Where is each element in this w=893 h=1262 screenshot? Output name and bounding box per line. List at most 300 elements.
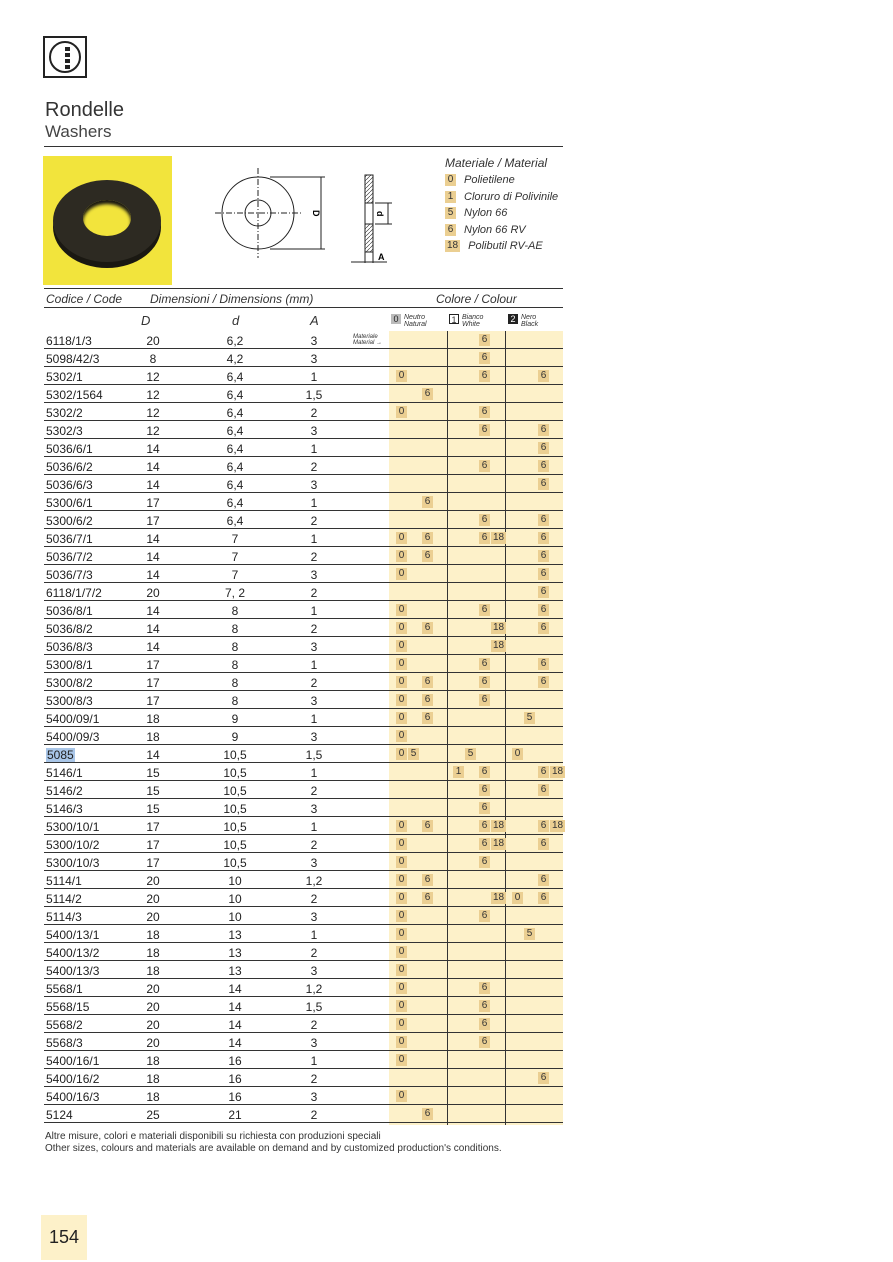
thickness: 1,5: [305, 748, 323, 762]
label-A: A: [378, 252, 385, 262]
product-code: 5400/16/3: [46, 1090, 100, 1104]
table-row: [44, 385, 563, 403]
thickness: 3: [310, 694, 318, 708]
material-chip: 6: [479, 1036, 490, 1048]
material-chip: 0: [396, 622, 407, 634]
product-code: 5568/2: [46, 1018, 83, 1032]
material-chip: 6: [479, 1000, 490, 1012]
product-code: 5300/8/3: [46, 694, 93, 708]
material-chip: 0: [396, 730, 407, 742]
product-code: 5300/6/1: [46, 496, 93, 510]
thickness: 3: [310, 964, 318, 978]
thickness: 1,2: [305, 874, 323, 888]
material-chip: 6: [538, 820, 549, 832]
material-chip: 6: [538, 838, 549, 850]
material-chip: 6: [538, 766, 549, 778]
outer-diameter: 20: [146, 334, 160, 348]
outer-diameter: 14: [146, 550, 160, 564]
material-chip: 5: [524, 712, 535, 724]
outer-diameter: 17: [146, 676, 160, 690]
material-label: Nylon 66: [464, 207, 508, 220]
inner-diameter: 14: [228, 1036, 242, 1050]
material-chip: 18: [493, 820, 505, 831]
outer-diameter: 20: [146, 910, 160, 924]
product-code: 5300/10/3: [46, 856, 100, 870]
technical-drawing: [210, 168, 410, 268]
table-row: [44, 925, 563, 943]
inner-diameter: 14: [228, 1018, 242, 1032]
material-code-chip: 6: [445, 224, 456, 236]
material-chip: 6: [422, 820, 433, 832]
table-row: [44, 835, 563, 853]
material-chip: 6: [538, 604, 549, 616]
material-chip: 18: [493, 838, 505, 849]
inner-diameter: 13: [228, 964, 242, 978]
table-row: [44, 745, 563, 763]
material-label: Polietilene: [464, 174, 515, 187]
thickness: 3: [310, 910, 318, 924]
outer-diameter: 17: [146, 514, 160, 528]
product-code: 5036/6/2: [46, 460, 93, 474]
material-chip: 6: [538, 892, 549, 904]
material-chip: 6: [479, 676, 490, 688]
product-code: 5036/6/3: [46, 478, 93, 492]
product-code: 5400/16/1: [46, 1054, 100, 1068]
product-code: 5036/8/1: [46, 604, 93, 618]
product-code: 5300/8/2: [46, 676, 93, 690]
material-chip: 6: [422, 532, 433, 544]
inner-diameter: 10,5: [223, 802, 247, 816]
thickness: 2: [310, 676, 318, 690]
inner-diameter: 10,5: [223, 748, 247, 762]
material-chip: 0: [396, 982, 407, 994]
material-chip: 6: [479, 802, 490, 814]
table-row: [44, 1051, 563, 1069]
material-chip: 1: [453, 766, 464, 778]
table-row: [44, 349, 563, 367]
material-chip: 6: [422, 712, 433, 724]
product-code: 5114/1: [46, 874, 82, 888]
product-code: 5400/13/2: [46, 946, 100, 960]
material-chip: 6: [479, 460, 490, 472]
table-row: [44, 871, 563, 889]
thickness: 3: [310, 334, 318, 348]
inner-diameter: 6,2: [226, 334, 244, 348]
table-row: [44, 889, 563, 907]
product-code: 5114/3: [46, 910, 82, 924]
thickness: 2: [310, 838, 318, 852]
table-row: [44, 961, 563, 979]
colour-swatch: 0: [391, 314, 401, 324]
material-label: Cloruro di Polivinile: [464, 190, 559, 203]
inner-diameter: 8: [231, 694, 239, 708]
material-chip: 6: [422, 496, 433, 508]
outer-diameter: 25: [146, 1108, 160, 1122]
outer-diameter: 20: [146, 586, 160, 600]
outer-diameter: 14: [146, 460, 160, 474]
material-chip: 6: [538, 568, 549, 580]
material-chip: 5: [465, 748, 476, 760]
label-d: d: [375, 211, 385, 217]
outer-diameter: 17: [146, 658, 160, 672]
inner-diameter: 8: [231, 604, 239, 618]
table-row: [44, 691, 563, 709]
legend-item: [445, 172, 558, 189]
inner-diameter: 8: [231, 676, 239, 690]
product-code: 5124: [46, 1108, 73, 1122]
inner-diameter: 16: [228, 1090, 242, 1104]
thickness: 2: [310, 622, 318, 636]
header-D: D: [141, 313, 151, 328]
inner-diameter: 9: [231, 712, 239, 726]
material-note: Materiale Material →: [353, 334, 383, 346]
material-chip: 0: [396, 1054, 407, 1066]
header-colour: Colore / Colour: [436, 292, 517, 306]
product-code: 5300/10/1: [46, 820, 100, 834]
table-row: [44, 853, 563, 871]
outer-diameter: 18: [146, 712, 160, 726]
outer-diameter: 18: [146, 730, 160, 744]
material-chip: 0: [396, 946, 407, 958]
material-chip: 6: [538, 460, 549, 472]
product-code: 5036/8/3: [46, 640, 93, 654]
material-legend: [445, 156, 558, 255]
table-row: [44, 997, 563, 1015]
thickness: 3: [310, 730, 318, 744]
table-row: [44, 763, 563, 781]
material-code-chip: 0: [445, 174, 456, 186]
material-chip: 6: [479, 406, 490, 418]
material-chip: 0: [396, 550, 407, 562]
material-chip: 0: [396, 874, 407, 886]
colour-swatch: 1: [449, 314, 459, 324]
inner-diameter: 6,4: [226, 496, 244, 510]
thickness: 3: [310, 352, 318, 366]
thickness: 1,2: [305, 982, 323, 996]
material-chip: 6: [422, 874, 433, 886]
inner-diameter: 7, 2: [224, 586, 245, 600]
outer-diameter: 14: [146, 532, 160, 546]
material-chip: 6: [538, 514, 549, 526]
product-code: 5302/2: [46, 406, 83, 420]
inner-diameter: 10: [228, 910, 242, 924]
inner-diameter: 10: [228, 874, 242, 888]
legend-item: [445, 238, 558, 255]
material-chip: 18: [493, 640, 505, 651]
table-row: [44, 529, 563, 547]
thickness: 1: [310, 532, 318, 546]
thickness: 2: [310, 514, 318, 528]
material-chip: 6: [538, 1072, 549, 1084]
inner-diameter: 6,4: [226, 424, 244, 438]
material-chip: 6: [479, 658, 490, 670]
thickness: 3: [310, 478, 318, 492]
inner-diameter: 6,4: [226, 388, 244, 402]
page-title: Rondelle: [45, 99, 124, 121]
header-A: A: [310, 313, 319, 328]
product-code: 5568/3: [46, 1036, 83, 1050]
product-code: 5300/8/1: [46, 658, 93, 672]
outer-diameter: 12: [146, 424, 160, 438]
material-chip: 6: [479, 784, 490, 796]
logo-ring: [49, 41, 81, 73]
material-chip: 6: [538, 370, 549, 382]
thickness: 2: [310, 1108, 318, 1122]
divider: [44, 146, 563, 147]
inner-diameter: 10,5: [223, 766, 247, 780]
inner-diameter: 7: [231, 532, 239, 546]
outer-diameter: 14: [146, 604, 160, 618]
material-chip: 18: [552, 766, 564, 777]
product-code: 6118/1/3: [46, 334, 92, 348]
material-chip: 0: [396, 838, 407, 850]
product-code: 5146/1: [46, 766, 83, 780]
material-chip: 6: [422, 622, 433, 634]
outer-diameter: 18: [146, 1090, 160, 1104]
thickness: 2: [310, 586, 318, 600]
material-chip: 18: [493, 892, 505, 903]
inner-diameter: 6,4: [226, 406, 244, 420]
material-chip: 6: [479, 1018, 490, 1030]
outer-diameter: 17: [146, 694, 160, 708]
table-row: [44, 1033, 563, 1051]
product-code: 5400/13/3: [46, 964, 100, 978]
material-chip: 0: [396, 856, 407, 868]
material-chip: 6: [538, 874, 549, 886]
product-code: 5302/3: [46, 424, 83, 438]
material-chip: 0: [396, 748, 407, 760]
thickness: 1: [310, 712, 318, 726]
material-chip: 6: [422, 1108, 433, 1120]
material-chip: 6: [479, 370, 490, 382]
outer-diameter: 20: [146, 982, 160, 996]
material-chip: 6: [479, 352, 490, 364]
table-row: [44, 781, 563, 799]
material-chip: 6: [479, 694, 490, 706]
table-row: [44, 457, 563, 475]
material-chip: 0: [512, 748, 523, 760]
material-chip: 6: [479, 334, 490, 346]
product-code: 5300/6/2: [46, 514, 93, 528]
material-chip: 6: [479, 604, 490, 616]
thickness: 1,5: [305, 388, 323, 402]
material-chip: 0: [396, 1018, 407, 1030]
table-row: [44, 421, 563, 439]
table-row: [44, 943, 563, 961]
outer-diameter: 12: [146, 370, 160, 384]
outer-diameter: 14: [146, 442, 160, 456]
inner-diameter: 6,4: [226, 442, 244, 456]
material-chip: 6: [538, 478, 549, 490]
thickness: 3: [310, 802, 318, 816]
material-chip: 18: [493, 532, 505, 543]
thickness: 2: [310, 1072, 318, 1086]
material-chip: 0: [396, 1000, 407, 1012]
inner-diameter: 8: [231, 658, 239, 672]
outer-diameter: 12: [146, 388, 160, 402]
material-chip: 6: [422, 694, 433, 706]
outer-diameter: 20: [146, 1000, 160, 1014]
thickness: 2: [310, 784, 318, 798]
outer-diameter: 20: [146, 1018, 160, 1032]
table-row: [44, 565, 563, 583]
material-code-chip: 5: [445, 207, 456, 219]
outer-diameter: 14: [146, 568, 160, 582]
product-code: 5300/10/2: [46, 838, 100, 852]
thickness: 3: [310, 424, 318, 438]
outer-diameter: 14: [146, 622, 160, 636]
product-code: 5085: [47, 748, 74, 762]
table-row: [44, 1015, 563, 1033]
material-chip: 0: [396, 532, 407, 544]
outer-diameter: 17: [146, 820, 160, 834]
thickness: 2: [310, 460, 318, 474]
material-chip: 6: [479, 856, 490, 868]
outer-diameter: 18: [146, 928, 160, 942]
material-chip: 6: [538, 658, 549, 670]
colour-header-black: 2 Nero Black: [508, 314, 538, 328]
product-code: 5036/7/2: [46, 550, 93, 564]
thickness: 2: [310, 550, 318, 564]
outer-diameter: 20: [146, 1036, 160, 1050]
material-chip: 6: [422, 550, 433, 562]
material-chip: 0: [396, 370, 407, 382]
material-code-chip: 18: [447, 240, 459, 252]
thickness: 1: [310, 442, 318, 456]
inner-diameter: 10,5: [223, 820, 247, 834]
outer-diameter: 8: [149, 352, 157, 366]
outer-diameter: 14: [146, 640, 160, 654]
outer-diameter: 17: [146, 856, 160, 870]
product-code: 5302/1: [46, 370, 83, 384]
material-chip: 0: [396, 892, 407, 904]
table-row: [44, 511, 563, 529]
thickness: 1: [310, 604, 318, 618]
product-code: 5400/09/1: [46, 712, 100, 726]
inner-diameter: 13: [228, 928, 242, 942]
outer-diameter: 18: [146, 1072, 160, 1086]
material-chip: 6: [479, 910, 490, 922]
material-chip: 6: [538, 424, 549, 436]
thickness: 1: [310, 496, 318, 510]
inner-diameter: 10: [228, 892, 242, 906]
material-chip: 0: [396, 964, 407, 976]
material-code-chip: 1: [445, 191, 456, 203]
product-code: 6118/1/7/2: [46, 586, 102, 600]
table-row: [44, 817, 563, 835]
inner-diameter: 6,4: [226, 460, 244, 474]
outer-diameter: 15: [146, 784, 160, 798]
inner-diameter: 6,4: [226, 478, 244, 492]
material-chip: 6: [479, 820, 490, 832]
material-chip: 6: [422, 676, 433, 688]
thickness: 1: [310, 820, 318, 834]
product-code: 5098/42/3: [46, 352, 100, 366]
table-row: [44, 673, 563, 691]
table-row: [44, 493, 563, 511]
divider: [44, 307, 563, 308]
outer-diameter: 18: [146, 964, 160, 978]
table-row: [44, 547, 563, 565]
outer-diameter: 18: [146, 946, 160, 960]
header-dimensions: Dimensioni / Dimensions (mm): [150, 292, 314, 306]
material-chip: 6: [538, 442, 549, 454]
material-chip: 5: [408, 748, 419, 760]
outer-diameter: 17: [146, 838, 160, 852]
product-code: 5146/2: [46, 784, 83, 798]
brand-logo: [43, 36, 87, 78]
material-chip: 0: [396, 1036, 407, 1048]
table-row: [44, 709, 563, 727]
material-chip: 0: [396, 928, 407, 940]
material-chip: 6: [538, 676, 549, 688]
inner-diameter: 16: [228, 1072, 242, 1086]
washer-photo: [43, 156, 172, 285]
material-chip: 6: [538, 622, 549, 634]
material-label: Nylon 66 RV: [464, 223, 526, 236]
inner-diameter: 10,5: [223, 784, 247, 798]
table-row: [44, 655, 563, 673]
thickness: 3: [310, 640, 318, 654]
material-chip: 0: [512, 892, 523, 904]
inner-diameter: 14: [228, 1000, 242, 1014]
table-row: [44, 583, 563, 601]
material-chip: 6: [479, 532, 490, 544]
table-row: [44, 637, 563, 655]
outer-diameter: 15: [146, 766, 160, 780]
material-chip: 6: [479, 838, 490, 850]
inner-diameter: 8: [231, 640, 239, 654]
product-code: 5568/15: [46, 1000, 90, 1014]
table-row: [44, 619, 563, 637]
material-chip: 6: [538, 586, 549, 598]
page-subtitle: Washers: [45, 122, 112, 141]
divider: [44, 288, 563, 289]
footnote-en: Other sizes, colours and materials are available on demand and by customized production's conditions.: [45, 1143, 502, 1154]
product-code: 5036/6/1: [46, 442, 93, 456]
legend-item: [445, 205, 558, 222]
material-chip: 6: [538, 532, 549, 544]
material-label: Polibutil RV-AE: [468, 240, 543, 253]
product-code: 5036/7/1: [46, 532, 93, 546]
material-chip: 6: [479, 982, 490, 994]
product-code: 5400/16/2: [46, 1072, 100, 1086]
label-D: D: [311, 210, 321, 217]
thickness: 1: [310, 1054, 318, 1068]
material-chip: 0: [396, 694, 407, 706]
inner-diameter: 14: [228, 982, 242, 996]
inner-diameter: 16: [228, 1054, 242, 1068]
table-row: [44, 439, 563, 457]
material-chip: 0: [396, 640, 407, 652]
product-code: 5114/2: [46, 892, 82, 906]
outer-diameter: 14: [146, 748, 160, 762]
material-chip: 6: [538, 784, 549, 796]
thickness: 3: [310, 856, 318, 870]
material-chip: 6: [422, 892, 433, 904]
thickness: 2: [310, 1018, 318, 1032]
table-row: [44, 331, 563, 349]
thickness: 3: [310, 1036, 318, 1050]
colour-swatch: 2: [508, 314, 518, 324]
table-row: [44, 1069, 563, 1087]
material-chip: 18: [552, 820, 564, 831]
thickness: 2: [310, 946, 318, 960]
outer-diameter: 14: [146, 478, 160, 492]
inner-diameter: 13: [228, 946, 242, 960]
table-row: [44, 907, 563, 925]
inner-diameter: 6,4: [226, 514, 244, 528]
